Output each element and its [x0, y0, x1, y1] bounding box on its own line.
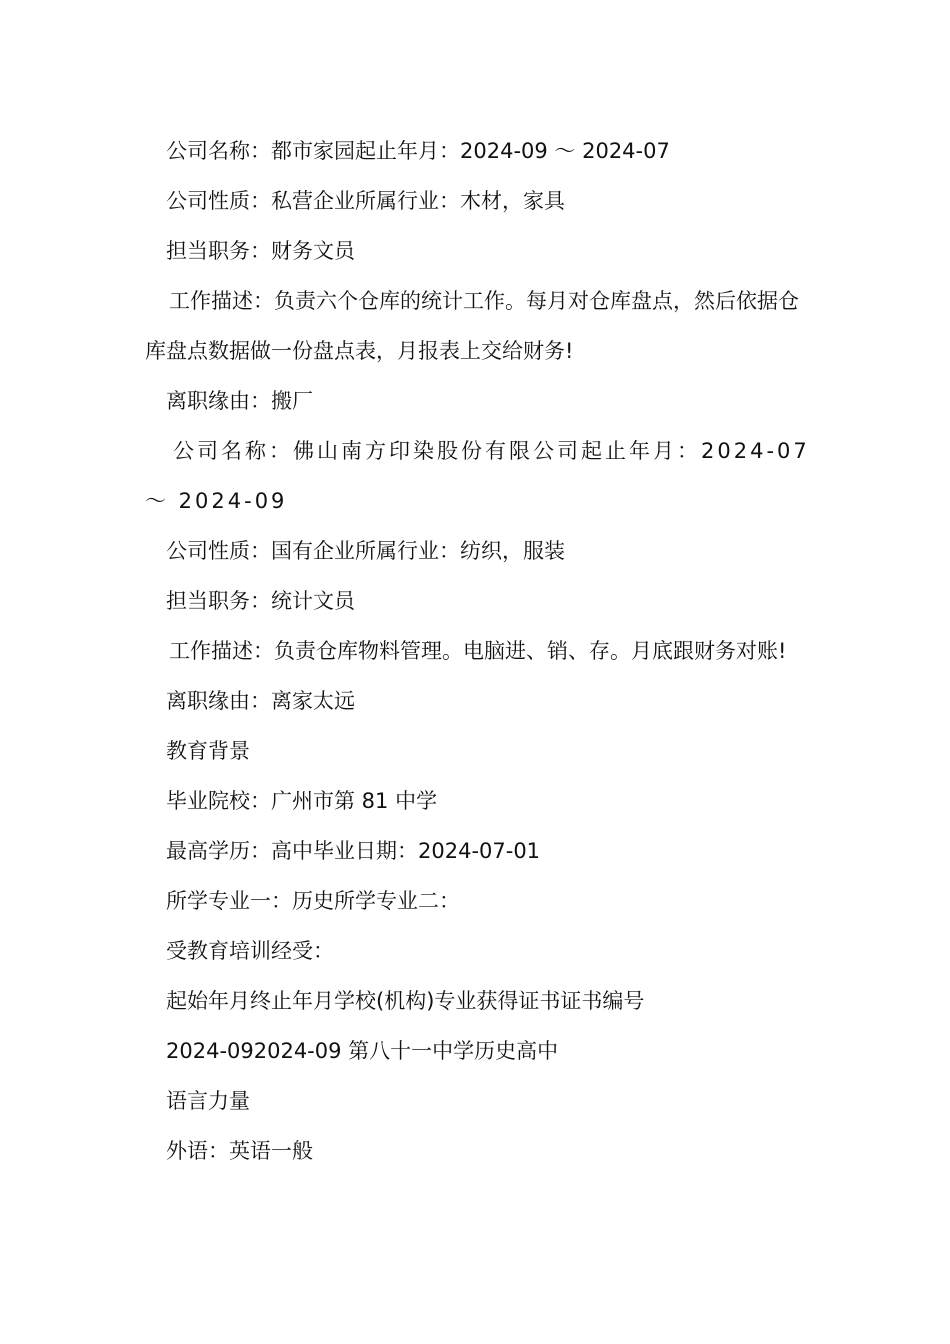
- training-heading: 受教育培训经受：: [166, 939, 334, 963]
- company-2-type-industry: 公司性质：国有企业所属行业：纺织，服装: [166, 539, 565, 563]
- graduate-school: 毕业院校：广州市第 81 中学: [166, 789, 438, 813]
- company-1-position: 担当职务：财务文员: [166, 239, 355, 263]
- company-2-leaving-reason: 离职缘由：离家太远: [166, 689, 355, 713]
- company-1-job-description: 工作描述：负责六个仓库的统计工作。每月对仓库盘点，然后依据仓库盘点数据做一份盘点表，月报表上交给财务!: [145, 289, 799, 363]
- resume-content: [145, 126, 810, 1176]
- foreign-language: 外语：英语一般: [166, 1139, 313, 1163]
- company-2-name-period: 公司名称：佛山南方印染股份有限公司起止年月：2024-07 ～ 2024-09: [145, 439, 810, 513]
- training-table-header: 起始年月终止年月学校(机构)专业获得证书证书编号: [166, 989, 645, 1013]
- highest-education: 最高学历：高中毕业日期：2024-07-01: [166, 839, 541, 863]
- company-1-leaving-reason: 离职缘由：搬厂: [166, 389, 313, 413]
- company-2-job-description: 工作描述：负责仓库物料管理。电脑进、销、存。月底跟财务对账!: [169, 639, 787, 663]
- company-1-type-industry: 公司性质：私营企业所属行业：木材，家具: [166, 189, 565, 213]
- majors: 所学专业一：历史所学专业二：: [166, 889, 460, 913]
- education-heading: 教育背景: [166, 739, 250, 763]
- company-2-position: 担当职务：统计文员: [166, 589, 355, 613]
- company-1-name-period: 公司名称：都市家园起止年月：2024-09 ～ 2024-07: [166, 139, 670, 163]
- language-heading: 语言力量: [166, 1089, 250, 1113]
- training-table-row: 2024-092024-09 第八十一中学历史高中: [166, 1039, 559, 1063]
